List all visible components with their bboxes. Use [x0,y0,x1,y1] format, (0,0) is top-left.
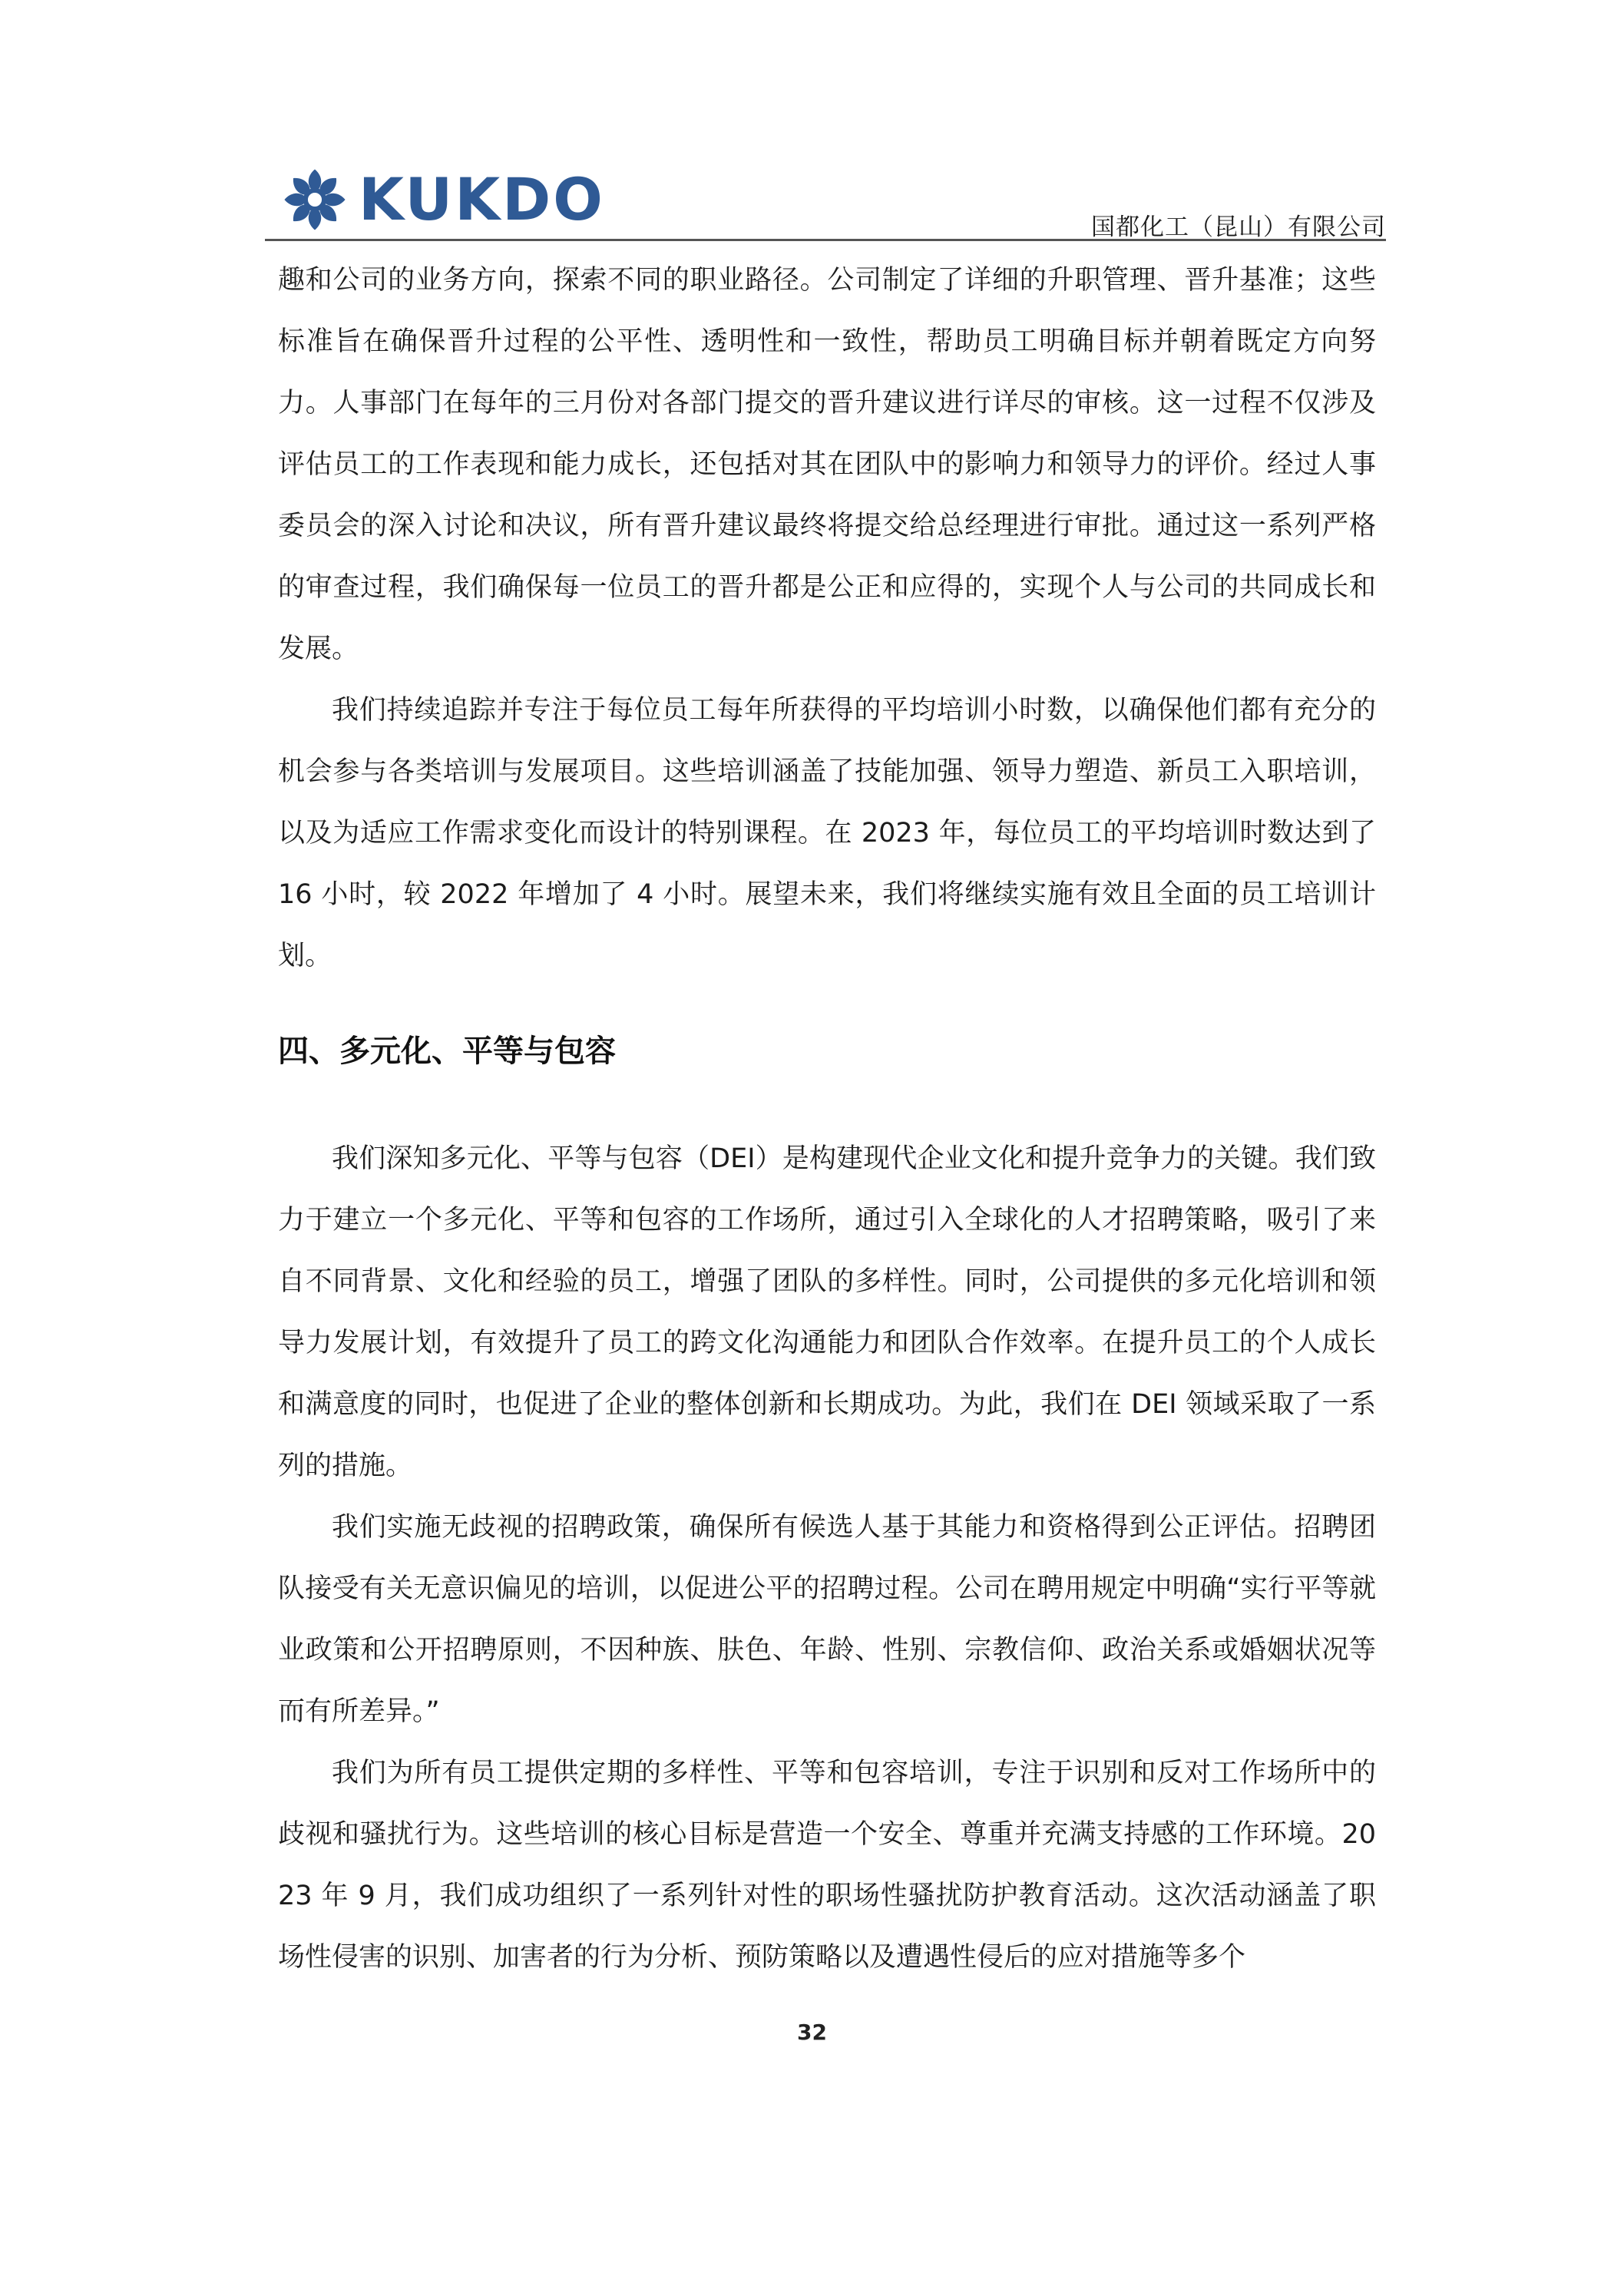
page-body [278,250,1376,1988]
company-logo [282,165,605,234]
body-paragraph-1: 趣和公司的业务方向，探索不同的职业路径。公司制定了详细的升职管理、晋升基准；这些标准旨在确保晋升过程的公平性、透明性和一致性，帮助员工明确目标并朝着既定方向努力。人事部门在每年的三月份对各部门提交的晋升建议进行详尽的审核。这一过程不仅涉及评估员工的工作表现和能力成长，还包括对其在团队中的影响力和领导力的评价。经过人事委员会的深入讨论和决议，所有晋升建议最终将提交给总经理进行审批。通过这一系列严格的审查过程，我们确保每一位员工的晋升都是公正和应得的，实现个人与公司的共同成长和发展。 [278,265,1376,664]
body-paragraph-4: 我们实施无歧视的招聘政策，确保所有候选人基于其能力和资格得到公正评估。招聘团队接受有关无意识偏见的培训，以促进公平的招聘过程。公司在聘用规定中明确“实行平等就业政策和公开招聘原则，不因种族、肤色、年龄、性别、宗教信仰、政治关系或婚姻状况等而有所差异。” [278,1512,1376,1727]
body-paragraph-3: 我们深知多元化、平等与包容（DEI）是构建现代企业文化和提升竞争力的关键。我们致力于建立一个多元化、平等和包容的工作场所，通过引入全球化的人才招聘策略，吸引了来自不同背景、文化和经验的员工，增强了团队的多样性。同时，公司提供的多元化培训和领导力发展计划，有效提升了员工的跨文化沟通能力和团队合作效率。在提升员工的个人成长和满意度的同时，也促进了企业的整体创新和长期成功。为此，我们在 DEI 领域采取了一系列的措施。 [278,1143,1376,1481]
spacer [278,1082,1376,1128]
body-paragraph-5: 我们为所有员工提供定期的多样性、平等和包容培训，专注于识别和反对工作场所中的歧视和骚扰行为。这些培训的核心目标是营造一个安全、尊重并充满支持感的工作环境。2023 年 9 月，我们成功组织了一系列针对性的职场性骚扰防护教育活动。这次活动涵盖了职场性侵害的识别、加害者的行为分析、预防策略以及遭遇性侵后的应对措施等多个 [278,1758,1376,1973]
section-heading: 四、多元化、平等与包容 [278,1034,616,1069]
spacer [278,987,1376,1021]
gear-flower-logo-icon [282,167,348,233]
body-paragraph-2: 我们持续追踪并专注于每位员工每年所获得的平均培训小时数，以确保他们都有充分的机会参与各类培训与发展项目。这些培训涵盖了技能加强、领导力塑造、新员工入职培训，以及为适应工作需求变化而设计的特别课程。在 2023 年，每位员工的平均培训时数达到了 16 小时，较 2022 年增加了 4 小时。展望未来，我们将继续实施有效且全面的员工培训计划。 [278,695,1376,971]
logo-wordmark: KUKDO [359,165,605,233]
header-divider [265,239,1386,241]
page-number: 32 [797,2020,827,2045]
company-name: 国都化工（昆山）有限公司 [1091,213,1386,241]
page-header [265,154,1386,241]
